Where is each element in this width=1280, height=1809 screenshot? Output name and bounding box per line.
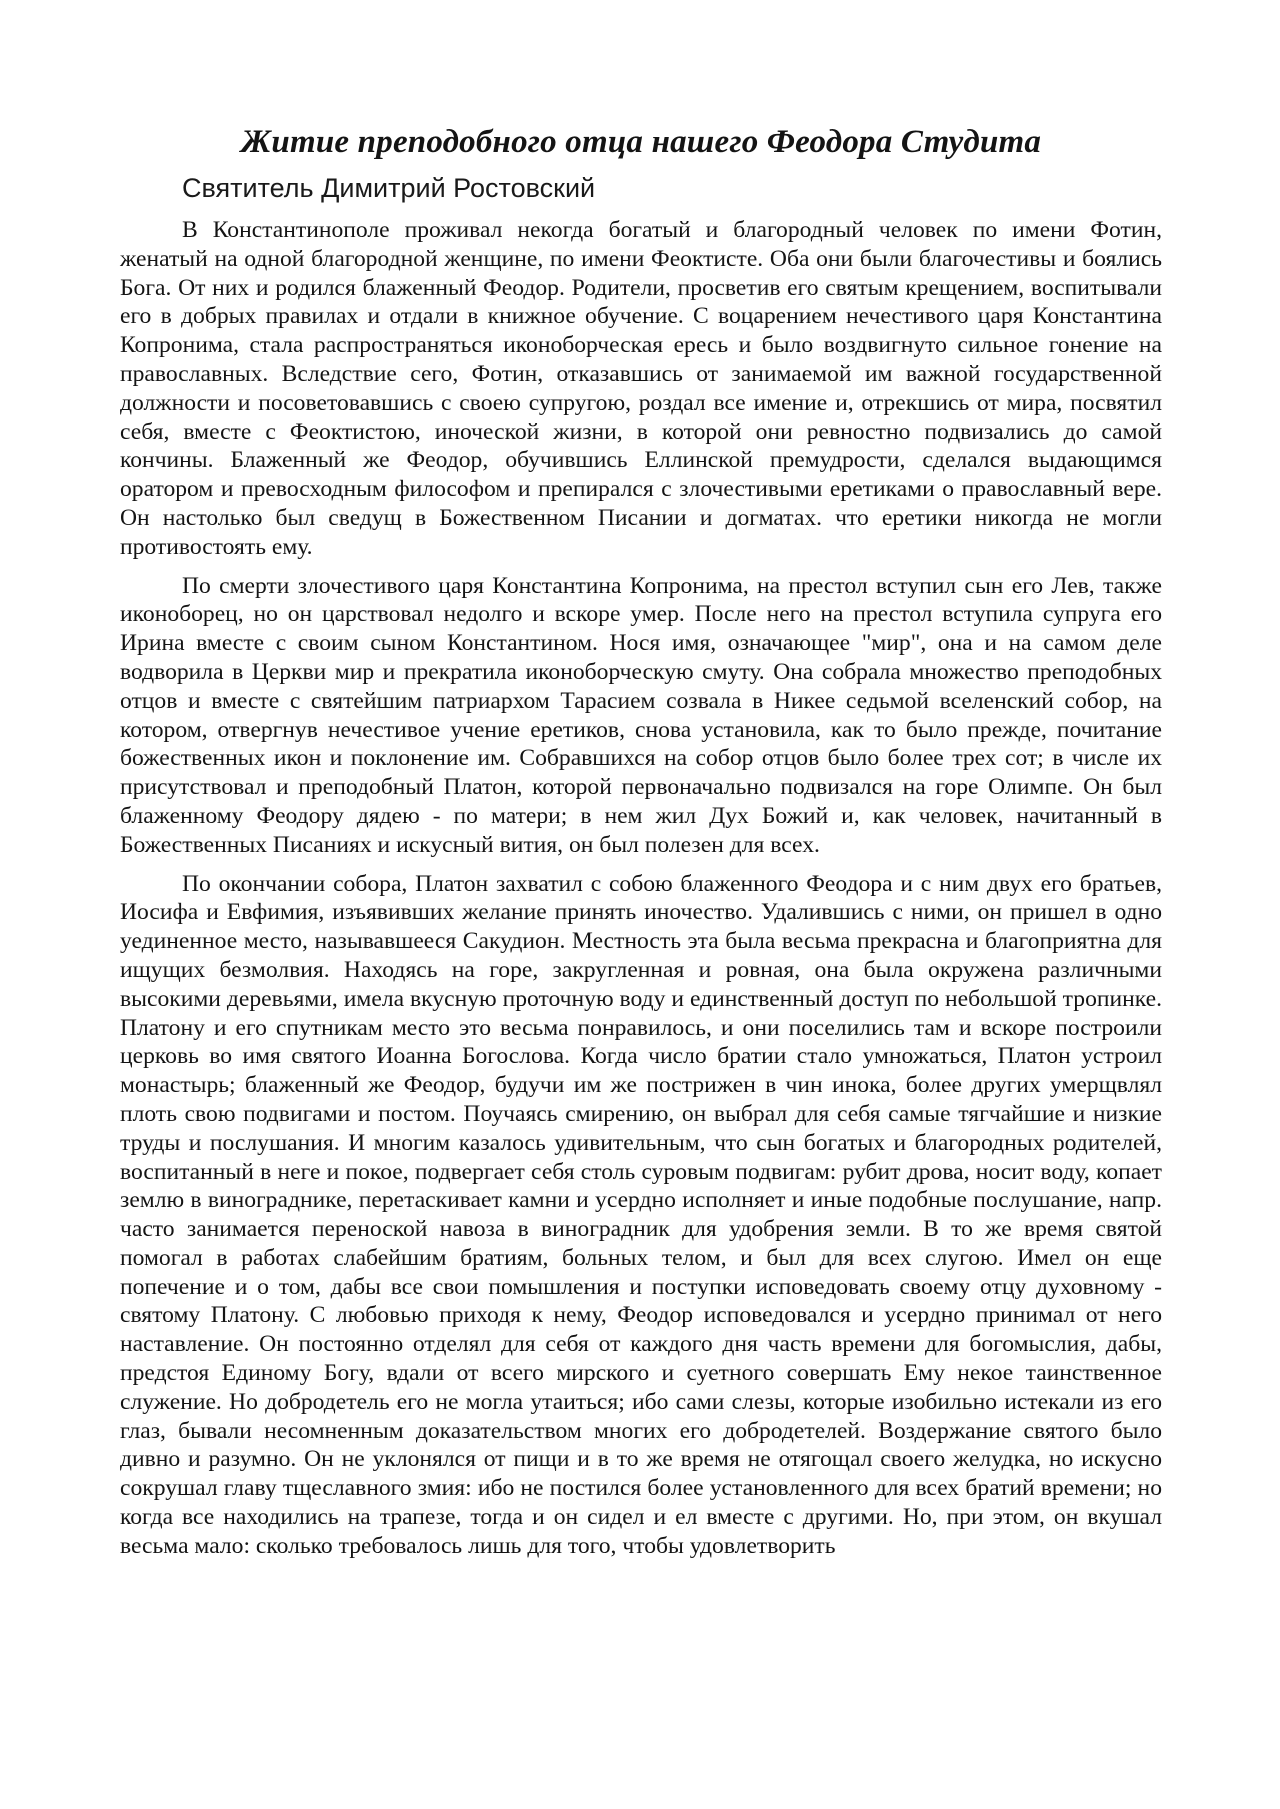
paragraph-2: По смерти злочестивого царя Константина Копронима, на престол вступил сын его Лев, также иконоборец, но он царствовал недолго и вскоре умер. После него на престол вступила супруга его Ирина вместе с своим сыном Константином. Нося имя, означающее "мир", она и на самом деле водворила в Церкви мир и прекратила иконоборческую смуту. Она собрала множество преподобных отцов и вместе с святейшим патриархом Тарасием созвала в Никее седьмой вселенский собор, на котором, отвергнув нечестивое учение еретиков, снова установила, как то было прежде, почитание божественных икон и поклонение им. Собравшихся на собор отцов было более трех сот; в числе их присутствовал и преподобный Платон, которой первоначально подвизался на горе Олимпе. Он был блаженному Феодору дядею - по матери; в нем жил Дух Божий и, как человек, начитанный в Божественных Писаниях и искусный вития, он был полезен для всех. (120, 572, 1162, 858)
document-title: Житие преподобного отца нашего Феодора Студита (240, 124, 1042, 160)
document-author: Святитель Димитрий Ростовский (182, 173, 596, 203)
paragraph-3: По окончании собора, Платон захватил с собою блаженного Феодора и с ним двух его братьев, Иосифа и Евфимия, изъявивших желание принять иночество. Удалившись с ними, он пришел в одно уединенное место, называвшееся Сакудион. Местность эта была весьма прекрасна и благоприятна для ищущих безмолвия. Находясь на горе, закругленная и ровная, она была окружена различными высокими деревьями, имела вкусную проточную воду и единственный доступ по небольшой тропинке. Платону и его спутникам место это весьма понравилось, и они поселились там и вскоре построили церковь во имя святого Иоанна Богослова. Когда число братии стало умножаться, Платон устроил монастырь; блаженный же Феодор, будучи им же пострижен в чин инока, более других умерщвлял плоть свою подвигами и постом. Поучаясь смирению, он выбрал для себя самые тягчайшие и низкие труды и послушания. И многим казалось удивительным, что сын богатых и благородных родителей, воспитанный в неге и покое, подвергает себя столь суровым подвигам: рубит дрова, носит воду, копает землю в винограднике, перетаскивает камни и усердно исполняет и иные подобные послушание, напр. часто занимается переноской навоза в виноградник для удобрения земли. В то же время святой помогал в работах слабейшим братиям, больных телом, и был для всех слугою. Имел он еще попечение и о том, дабы все свои помышления и поступки исповедовать своему отцу духовному - святому Платону. С любовью приходя к нему, Феодор исповедовался и усердно принимал от него наставление. Он постоянно отделял для себя от каждого дня часть времени для богомыслия, дабы, предстоя Единому Богу, вдали от всего мирского и суетного совершать Ему некое таинственное служение. Но добродетель его не могла утаиться; ибо сами слезы, которые изобильно истекали из его глаз, бывали несомненным доказательством многих его добродетелей. Воздержание святого было дивно и разумно. Он не уклонялся от пищи и в то же время не отягощал своего желудка, но искусно сокрушал главу тщеславного змия: ибо не постился более установленного для всех братий времени; но когда все находились на трапезе, тогда и он сидел и ел вместе с другими. Но, при этом, он вкушал весьма мало: сколько требовалось лишь для того, чтобы удовлетворить (120, 870, 1162, 1559)
document-page (120, 118, 1162, 1571)
paragraph-1: В Константинополе проживал некогда богатый и благородный человек по имени Фотин, женатый на одной благородной женщине, по имени Феоктисте. Оба они были благочестивы и боялись Бога. От них и родился блаженный Феодор. Родители, просветив его святым крещением, воспитывали его в добрых правилах и отдали в книжное обучение. С воцарением нечестивого царя Константина Копронима, стала распространяться иконоборческая ересь и было воздвигнуто сильное гонение на православных. Вследствие сего, Фотин, отказавшись от занимаемой им важной государственной должности и посоветовавшись с своею супругою, роздал все имение и, отрекшись от мира, посвятил себя, вместе с Феоктистою, иноческой жизни, в которой они ревностно подвизались до самой кончины. Блаженный же Феодор, обучившись Еллинской премудрости, сделался выдающимся оратором и превосходным философом и препирался с злочестивыми еретиками о православный вере. Он настолько был сведущ в Божественном Писании и догматах. что еретики никогда не могли противостоять ему. (120, 217, 1162, 560)
